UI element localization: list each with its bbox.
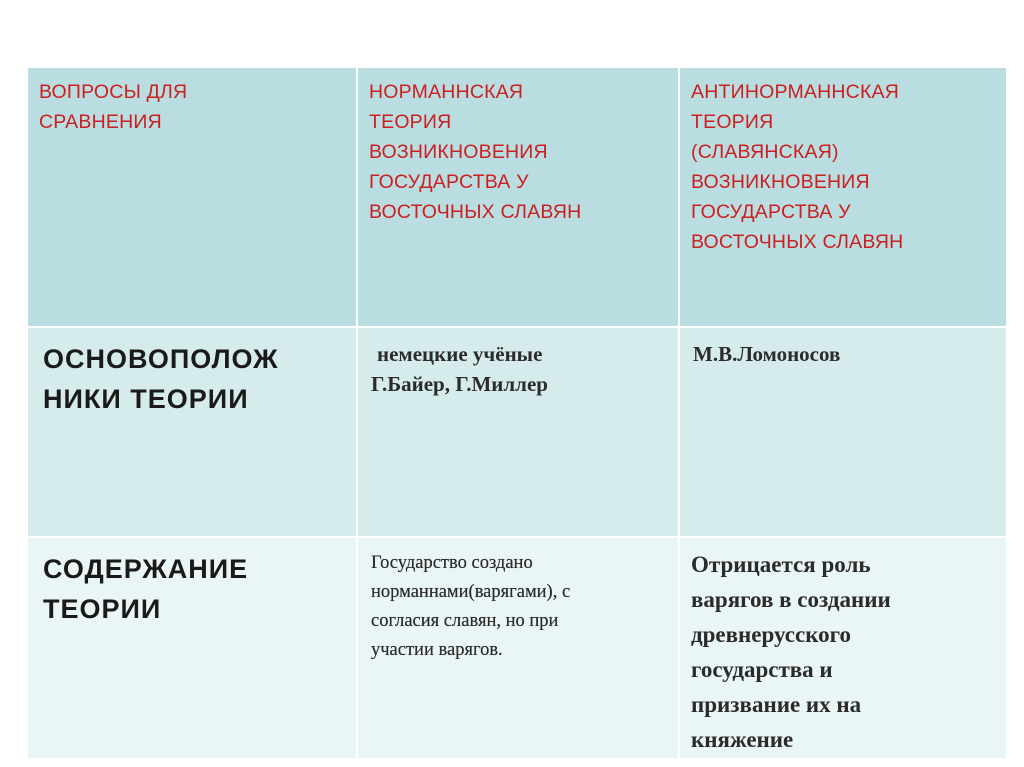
header-line: (СЛАВЯНСКАЯ) [691, 141, 839, 163]
antinorman-content-cell [679, 537, 1007, 759]
norman-founders-text [359, 329, 677, 399]
cell-line: Государство создано [371, 553, 533, 573]
row-label-content [29, 539, 355, 629]
header-line: ТЕОРИЯ [369, 111, 452, 133]
cell-line: М.В.Ломоносов [693, 342, 841, 366]
row-label-cell [27, 537, 357, 759]
cell-line: государства и [691, 657, 833, 682]
norman-content-cell [357, 537, 679, 759]
label-line: НИКИ ТЕОРИИ [43, 384, 249, 414]
header-antinorman-text [681, 69, 1005, 257]
cell-line: Г.Байер, Г.Миллер [371, 372, 548, 396]
row-label-cell [27, 327, 357, 537]
header-line: АНТИНОРМАННСКАЯ [691, 81, 899, 103]
header-line: ГОСУДАРСТВА У [369, 171, 529, 193]
label-line: СОДЕРЖАНИЕ [43, 554, 249, 584]
cell-line: участии варягов. [371, 640, 503, 660]
table-row-founders [27, 327, 1007, 537]
header-line: НОРМАННСКАЯ [369, 81, 524, 103]
table-row-content [27, 537, 1007, 759]
label-line: ОСНОВОПОЛОЖ [43, 344, 279, 374]
cell-line: призвание их на [691, 692, 862, 717]
header-line: ГОСУДАРСТВА У [691, 201, 851, 223]
header-line: ВОЗНИКНОВЕНИЯ [369, 141, 548, 163]
header-line: ВОЗНИКНОВЕНИЯ [691, 171, 870, 193]
header-line: СРАВНЕНИЯ [39, 111, 162, 133]
antinorman-content-text [681, 539, 1005, 757]
cell-line: варягов в создании [691, 587, 891, 612]
antinorman-founders-text [681, 329, 1005, 369]
header-norman-text [359, 69, 677, 227]
header-line: ВОСТОЧНЫХ СЛАВЯН [691, 231, 904, 253]
row-label-founders [29, 329, 355, 419]
header-questions-text [29, 69, 355, 137]
header-cell-antinorman [679, 67, 1007, 327]
norman-content-text [359, 539, 677, 665]
label-line: ТЕОРИИ [43, 594, 162, 624]
cell-line: Отрицается роль [691, 552, 871, 577]
header-line: ВОПРОСЫ ДЛЯ [39, 81, 188, 103]
header-line: ВОСТОЧНЫХ СЛАВЯН [369, 201, 582, 223]
antinorman-founders-cell [679, 327, 1007, 537]
header-line: ТЕОРИЯ [691, 111, 774, 133]
comparison-table [26, 66, 1008, 760]
cell-line: княжение [691, 727, 794, 752]
cell-line: древнерусского [691, 622, 852, 647]
header-cell-norman [357, 67, 679, 327]
cell-line: согласия славян, но при [371, 611, 559, 631]
cell-line: немецкие учёные [377, 342, 543, 366]
header-cell-questions [27, 67, 357, 327]
table-header-row [27, 67, 1007, 327]
norman-founders-cell [357, 327, 679, 537]
cell-line: норманнами(варягами), с [371, 582, 571, 602]
